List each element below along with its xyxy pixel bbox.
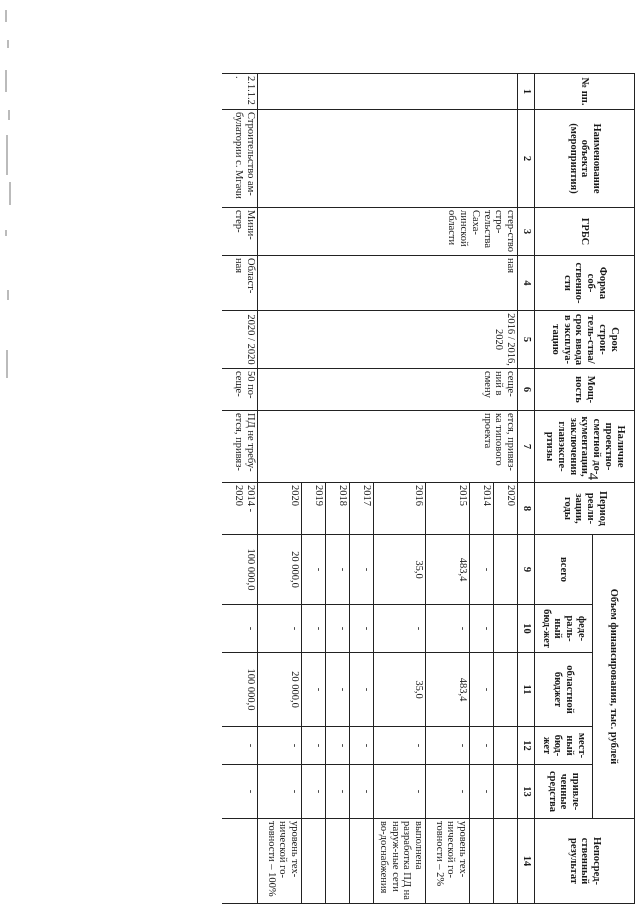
row-years: 2014 - 2020 (222, 483, 258, 535)
colnum: 11 (518, 653, 535, 727)
colnum: 12 (518, 727, 535, 765)
row-local: - (374, 727, 426, 765)
row-year: 2018 (326, 483, 350, 535)
header-federal: феде-раль-ный бюд-жет (535, 605, 593, 653)
row-attracted: - (302, 765, 326, 819)
row-result (326, 819, 350, 904)
colnum: 9 (518, 535, 535, 605)
header-attracted: привле-ченные средства (535, 765, 593, 819)
column-number-row (518, 74, 535, 904)
row-attracted: - (374, 765, 426, 819)
row-attracted: - (258, 765, 302, 819)
header-grbs: ГРБС (535, 208, 635, 256)
row-local: - (222, 727, 258, 765)
colnum: 14 (518, 819, 535, 904)
row-regional: 483,4 (426, 653, 470, 727)
colnum: 13 (518, 765, 535, 819)
row-local: - (426, 727, 470, 765)
colnum: 6 (518, 369, 535, 411)
row-attracted (494, 765, 518, 819)
row-name: Строительство ам-булатории с. Мгачи (222, 110, 258, 208)
row-local: - (302, 727, 326, 765)
row-result (350, 819, 374, 904)
colnum: 3 (518, 208, 535, 256)
row-psd: ПД не требу-ется, привяз- (222, 411, 258, 483)
row-regional: - (470, 653, 494, 727)
row-year: 2017 (350, 483, 374, 535)
row-year: 2016 (374, 483, 426, 535)
row-attracted: - (470, 765, 494, 819)
row-grbs (258, 208, 518, 256)
row-total: - (302, 535, 326, 605)
row-attracted: - (326, 765, 350, 819)
row-name (258, 110, 518, 208)
grbs-rest: стро-тельства Саха-линской области (446, 210, 505, 249)
row-local: - (258, 727, 302, 765)
colnum: 1 (518, 74, 535, 110)
header-capacity: Мощ-ность (535, 369, 635, 411)
row-local: - (350, 727, 374, 765)
row-year: 2020 (494, 483, 518, 535)
row-total (494, 535, 518, 605)
row-attracted: - (426, 765, 470, 819)
row-result (222, 819, 258, 904)
header-local: мест-ный бюд-жет (535, 727, 593, 765)
row-total: - (326, 535, 350, 605)
grbs-top: стер-ство (505, 210, 517, 253)
row-psd: ется, привяз-ка типового проекта (258, 411, 518, 483)
row-regional: 100 000,0 (222, 653, 258, 727)
row-total: 100 000,0 (222, 535, 258, 605)
table-row (494, 74, 518, 904)
colnum: 10 (518, 605, 535, 653)
row-year: 2014 (470, 483, 494, 535)
row-result: уровень тех-нической го-товности – 2% (426, 819, 470, 904)
row-federal (494, 605, 518, 653)
row-federal: - (326, 605, 350, 653)
row-total: - (350, 535, 374, 605)
row-term: 2016 / 2016, 2020 (258, 311, 518, 369)
header-row (593, 74, 635, 904)
row-total: - (470, 535, 494, 605)
row-result: уровень тех-нической го-товности – 100% (258, 819, 302, 904)
row-term: 2020 / 2020 (222, 311, 258, 369)
row-num: 2.1.1.2. (222, 74, 258, 110)
header-total: всего (535, 535, 593, 605)
colnum: 8 (518, 483, 535, 535)
funding-table (222, 73, 635, 904)
row-total: 35,0 (374, 535, 426, 605)
row-total: 20 000,0 (258, 535, 302, 605)
row-year: 2019 (302, 483, 326, 535)
row-regional: 35,0 (374, 653, 426, 727)
row-local: - (326, 727, 350, 765)
colnum: 7 (518, 411, 535, 483)
row-result (470, 819, 494, 904)
colnum: 5 (518, 311, 535, 369)
row-regional: 20 000,0 (258, 653, 302, 727)
row-regional: - (350, 653, 374, 727)
header-psd: Наличие проектно-сметной до-кументации, заключения главэкспе-ртизы (535, 411, 635, 483)
row-federal: - (258, 605, 302, 653)
row-result: выполнена разработка ПД на наруж-ные сети во-доснабжения (374, 819, 426, 904)
row-federal: - (350, 605, 374, 653)
row-result (302, 819, 326, 904)
row-local (494, 727, 518, 765)
row-capacity: 50 по-сеще- (222, 369, 258, 411)
header-result: Непосред-ственный результат (535, 819, 635, 904)
header-funding-group: Объем финансирования, тыс. рублей (593, 535, 635, 819)
row-capacity: сеще-ний в смену (258, 369, 518, 411)
row-grbs: Мини-стер- (222, 208, 258, 256)
row-regional: - (302, 653, 326, 727)
row-federal: - (222, 605, 258, 653)
header-num: № пп. (535, 74, 635, 110)
header-name: Наименование объекта (мероприятия) (535, 110, 635, 208)
row-result (494, 819, 518, 904)
row-local: - (470, 727, 494, 765)
row-total: 483,4 (426, 535, 470, 605)
row-regional (494, 653, 518, 727)
row-year: 2015 (426, 483, 470, 535)
row-federal: - (374, 605, 426, 653)
table-row-2112 (222, 74, 258, 904)
row-federal: - (426, 605, 470, 653)
row-regional: - (326, 653, 350, 727)
row-year: 2020 (258, 483, 302, 535)
header-term: Срок строи-тель-ства/срок ввода в эксплуа-тацию (535, 311, 635, 369)
row-federal: - (470, 605, 494, 653)
row-attracted: - (222, 765, 258, 819)
row-federal: - (302, 605, 326, 653)
page-number: 4 (584, 472, 601, 481)
row-ownership: ная (258, 256, 518, 311)
header-period: Период реали-зации, годы (535, 483, 635, 535)
row-attracted: - (350, 765, 374, 819)
row-num (258, 74, 518, 110)
colnum: 2 (518, 110, 535, 208)
colnum: 4 (518, 256, 535, 311)
header-ownership: Форма соб-ственно-сти (535, 256, 635, 311)
header-regional: областной бюджет (535, 653, 593, 727)
previous-object-rows (258, 74, 518, 904)
row-ownership: Област-ная (222, 256, 258, 311)
scan-edge-marks (2, 0, 16, 380)
rotated-table-container (70, 73, 635, 903)
